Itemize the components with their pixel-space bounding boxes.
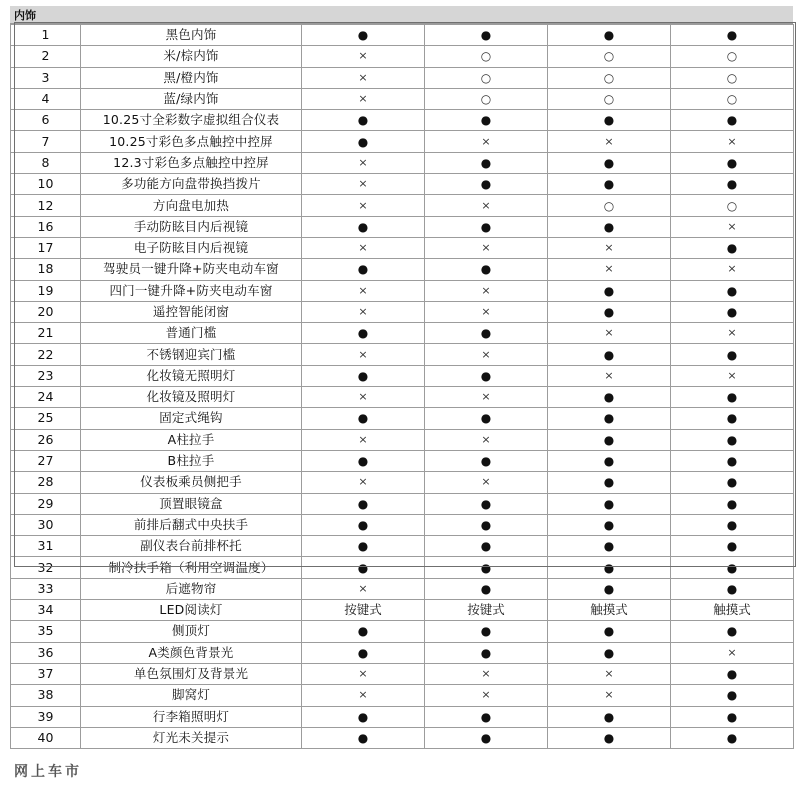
trim-2-value: × [425,237,548,258]
table-row [11,46,794,67]
trim-4-value: ● [671,727,794,748]
feature-name: 灯光未关提示 [81,727,302,748]
trim-1-value: ● [302,365,425,386]
trim-4-value: × [671,131,794,152]
trim-1-value: × [302,195,425,216]
row-number: 23 [11,365,81,386]
row-number: 17 [11,237,81,258]
trim-3-value: ● [548,642,671,663]
table-row [11,237,794,258]
trim-1-value: ● [302,25,425,46]
trim-1-value: × [302,152,425,173]
row-number: 27 [11,450,81,471]
trim-4-value: ● [671,301,794,322]
row-number: 39 [11,706,81,727]
trim-3-value: ○ [548,46,671,67]
trim-4-value: ● [671,663,794,684]
trim-3-value: ● [548,25,671,46]
table-row [11,25,794,46]
trim-4-value: ● [671,578,794,599]
table-row [11,174,794,195]
trim-2-value: × [425,301,548,322]
row-number: 33 [11,578,81,599]
table-row [11,727,794,748]
row-number: 16 [11,216,81,237]
table-row [11,387,794,408]
feature-name: 多功能方向盘带换挡拨片 [81,174,302,195]
table-body [11,25,794,749]
trim-4-value: ● [671,174,794,195]
table-row [11,152,794,173]
trim-4-value: ○ [671,67,794,88]
trim-4-value: ● [671,237,794,258]
row-number: 22 [11,344,81,365]
feature-name: 10.25寸彩色多点触控中控屏 [81,131,302,152]
trim-3-value: ● [548,387,671,408]
table-row [11,557,794,578]
trim-1-value: ● [302,216,425,237]
trim-1-value: × [302,237,425,258]
watermark-logo: 网上车市 [14,764,82,780]
table-row [11,685,794,706]
trim-3-value: ● [548,450,671,471]
row-number: 4 [11,88,81,109]
feature-name: A柱拉手 [81,429,302,450]
trim-2-value: ● [425,25,548,46]
trim-2-value: ○ [425,67,548,88]
trim-4-value: × [671,259,794,280]
row-number: 40 [11,727,81,748]
table-row [11,493,794,514]
trim-2-value: × [425,663,548,684]
table-row [11,578,794,599]
interior-config-table [10,24,794,749]
trim-2-value: ● [425,536,548,557]
trim-3-value: ● [548,216,671,237]
trim-3-value: ● [548,429,671,450]
table-row [11,472,794,493]
row-number: 10 [11,174,81,195]
row-number: 24 [11,387,81,408]
trim-2-value: ● [425,557,548,578]
row-number: 38 [11,685,81,706]
feature-name: 制冷扶手箱（利用空调温度） [81,557,302,578]
feature-name: 单色氛围灯及背景光 [81,663,302,684]
trim-3-value: ● [548,514,671,535]
trim-2-value: ● [425,110,548,131]
trim-3-value: ● [548,727,671,748]
trim-4-value: ● [671,25,794,46]
trim-2-value: × [425,387,548,408]
feature-name: 蓝/绿内饰 [81,88,302,109]
feature-name: 四门一键升降+防夹电动车窗 [81,280,302,301]
trim-4-value: ● [671,621,794,642]
trim-2-value: × [425,131,548,152]
row-number: 26 [11,429,81,450]
row-number: 18 [11,259,81,280]
table-row [11,216,794,237]
feature-name: 行李箱照明灯 [81,706,302,727]
trim-3-value: × [548,237,671,258]
feature-name: 黑/橙内饰 [81,67,302,88]
trim-1-value: × [302,174,425,195]
trim-3-value: ● [548,344,671,365]
trim-3-value: ● [548,536,671,557]
table-row [11,67,794,88]
trim-3-value: ● [548,706,671,727]
trim-3-value: × [548,365,671,386]
table-row [11,131,794,152]
trim-4-value: × [671,323,794,344]
section-header [10,6,793,24]
row-number: 25 [11,408,81,429]
trim-1-value: ● [302,536,425,557]
trim-4-value: ● [671,344,794,365]
feature-name: 遥控智能闭窗 [81,301,302,322]
table-row [11,280,794,301]
trim-2-value: ● [425,216,548,237]
table-row [11,365,794,386]
trim-2-value: ● [425,408,548,429]
row-number: 7 [11,131,81,152]
row-number: 2 [11,46,81,67]
table-row [11,344,794,365]
row-number: 8 [11,152,81,173]
feature-name: 驾驶员一键升降+防夹电动车窗 [81,259,302,280]
row-number: 35 [11,621,81,642]
section-title: 内饰 [14,9,36,22]
feature-name: 固定式绳钩 [81,408,302,429]
trim-4-value: ● [671,408,794,429]
feature-name: 副仪表台前排杯托 [81,536,302,557]
feature-name: 不锈钢迎宾门槛 [81,344,302,365]
trim-2-value: × [425,195,548,216]
trim-1-value: ● [302,642,425,663]
trim-3-value: ● [548,408,671,429]
trim-3-value: × [548,323,671,344]
trim-4-value: ● [671,536,794,557]
trim-2-value: 按键式 [425,600,548,621]
table-row [11,408,794,429]
feature-name: 手动防眩目内后视镜 [81,216,302,237]
trim-3-value: ● [548,301,671,322]
row-number: 32 [11,557,81,578]
trim-1-value: ● [302,450,425,471]
trim-1-value: × [302,344,425,365]
trim-1-value: ● [302,514,425,535]
table-row [11,706,794,727]
trim-1-value: ● [302,557,425,578]
table-row [11,301,794,322]
trim-4-value: ● [671,152,794,173]
feature-name: 化妆镜及照明灯 [81,387,302,408]
trim-4-value: 触摸式 [671,600,794,621]
trim-2-value: ● [425,621,548,642]
trim-4-value: × [671,216,794,237]
row-number: 19 [11,280,81,301]
feature-name: A类颜色背景光 [81,642,302,663]
trim-2-value: ○ [425,46,548,67]
trim-2-value: × [425,344,548,365]
trim-2-value: ○ [425,88,548,109]
row-number: 37 [11,663,81,684]
row-number: 29 [11,493,81,514]
row-number: 12 [11,195,81,216]
trim-1-value: × [302,429,425,450]
row-number: 30 [11,514,81,535]
table-row [11,642,794,663]
trim-3-value: × [548,663,671,684]
trim-1-value: × [302,280,425,301]
table-row [11,600,794,621]
trim-4-value: ● [671,493,794,514]
trim-3-value: ● [548,174,671,195]
feature-name: 米/棕内饰 [81,46,302,67]
table-row [11,450,794,471]
feature-name: 化妆镜无照明灯 [81,365,302,386]
trim-3-value: × [548,259,671,280]
trim-1-value: ● [302,621,425,642]
table-row [11,514,794,535]
trim-2-value: ● [425,514,548,535]
trim-3-value: ● [548,493,671,514]
trim-1-value: 按键式 [302,600,425,621]
trim-2-value: × [425,429,548,450]
feature-name: 黑色内饰 [81,25,302,46]
trim-1-value: × [302,88,425,109]
table-row [11,88,794,109]
table-row [11,621,794,642]
trim-1-value: × [302,67,425,88]
trim-4-value: ● [671,514,794,535]
trim-4-value: ● [671,706,794,727]
trim-3-value: × [548,131,671,152]
trim-3-value: × [548,685,671,706]
row-number: 31 [11,536,81,557]
trim-4-value: ● [671,685,794,706]
trim-4-value: ● [671,472,794,493]
feature-name: 普通门槛 [81,323,302,344]
trim-1-value: × [302,472,425,493]
trim-3-value: 触摸式 [548,600,671,621]
trim-4-value: × [671,365,794,386]
trim-3-value: ● [548,621,671,642]
row-number: 1 [11,25,81,46]
trim-2-value: ● [425,706,548,727]
trim-2-value: ● [425,152,548,173]
trim-4-value: ● [671,110,794,131]
trim-4-value: ● [671,450,794,471]
trim-1-value: × [302,663,425,684]
table-row [11,259,794,280]
table-row [11,663,794,684]
trim-2-value: ● [425,450,548,471]
feature-name: 侧顶灯 [81,621,302,642]
trim-1-value: ● [302,408,425,429]
feature-name: B柱拉手 [81,450,302,471]
feature-name: 仪表板乘员侧把手 [81,472,302,493]
table-row [11,536,794,557]
trim-3-value: ● [548,557,671,578]
trim-1-value: × [302,46,425,67]
row-number: 20 [11,301,81,322]
trim-4-value: ● [671,429,794,450]
trim-4-value: ● [671,280,794,301]
trim-1-value: × [302,387,425,408]
feature-name: LED阅读灯 [81,600,302,621]
trim-1-value: ● [302,727,425,748]
trim-1-value: × [302,301,425,322]
row-number: 3 [11,67,81,88]
feature-name: 10.25寸全彩数字虚拟组合仪表 [81,110,302,131]
table-row [11,429,794,450]
trim-2-value: × [425,472,548,493]
trim-3-value: ● [548,578,671,599]
row-number: 36 [11,642,81,663]
row-number: 34 [11,600,81,621]
trim-2-value: ● [425,323,548,344]
trim-2-value: ● [425,259,548,280]
trim-4-value: ● [671,387,794,408]
trim-3-value: ● [548,472,671,493]
trim-4-value: ○ [671,195,794,216]
trim-1-value: ● [302,706,425,727]
feature-name: 后遮物帘 [81,578,302,599]
table-row [11,323,794,344]
row-number: 6 [11,110,81,131]
trim-1-value: ● [302,323,425,344]
trim-2-value: × [425,280,548,301]
trim-1-value: ● [302,493,425,514]
table-row [11,195,794,216]
trim-1-value: × [302,685,425,706]
row-number: 28 [11,472,81,493]
trim-3-value: ○ [548,67,671,88]
trim-1-value: ● [302,131,425,152]
feature-name: 顶置眼镜盒 [81,493,302,514]
trim-4-value: ○ [671,46,794,67]
trim-3-value: ● [548,280,671,301]
feature-name: 脚窝灯 [81,685,302,706]
feature-name: 方向盘电加热 [81,195,302,216]
feature-name: 前排后翻式中央扶手 [81,514,302,535]
trim-2-value: ● [425,174,548,195]
trim-2-value: ● [425,493,548,514]
table-row [11,110,794,131]
trim-2-value: ● [425,578,548,599]
row-number: 21 [11,323,81,344]
trim-4-value: ○ [671,88,794,109]
trim-1-value: ● [302,259,425,280]
trim-3-value: ○ [548,195,671,216]
feature-name: 电子防眩目内后视镜 [81,237,302,258]
trim-2-value: ● [425,727,548,748]
trim-1-value: ● [302,110,425,131]
trim-3-value: ● [548,110,671,131]
trim-2-value: ● [425,365,548,386]
trim-4-value: × [671,642,794,663]
trim-1-value: × [302,578,425,599]
trim-4-value: ● [671,557,794,578]
trim-3-value: ● [548,152,671,173]
trim-2-value: × [425,685,548,706]
trim-2-value: ● [425,642,548,663]
trim-3-value: ○ [548,88,671,109]
feature-name: 12.3寸彩色多点触控中控屏 [81,152,302,173]
